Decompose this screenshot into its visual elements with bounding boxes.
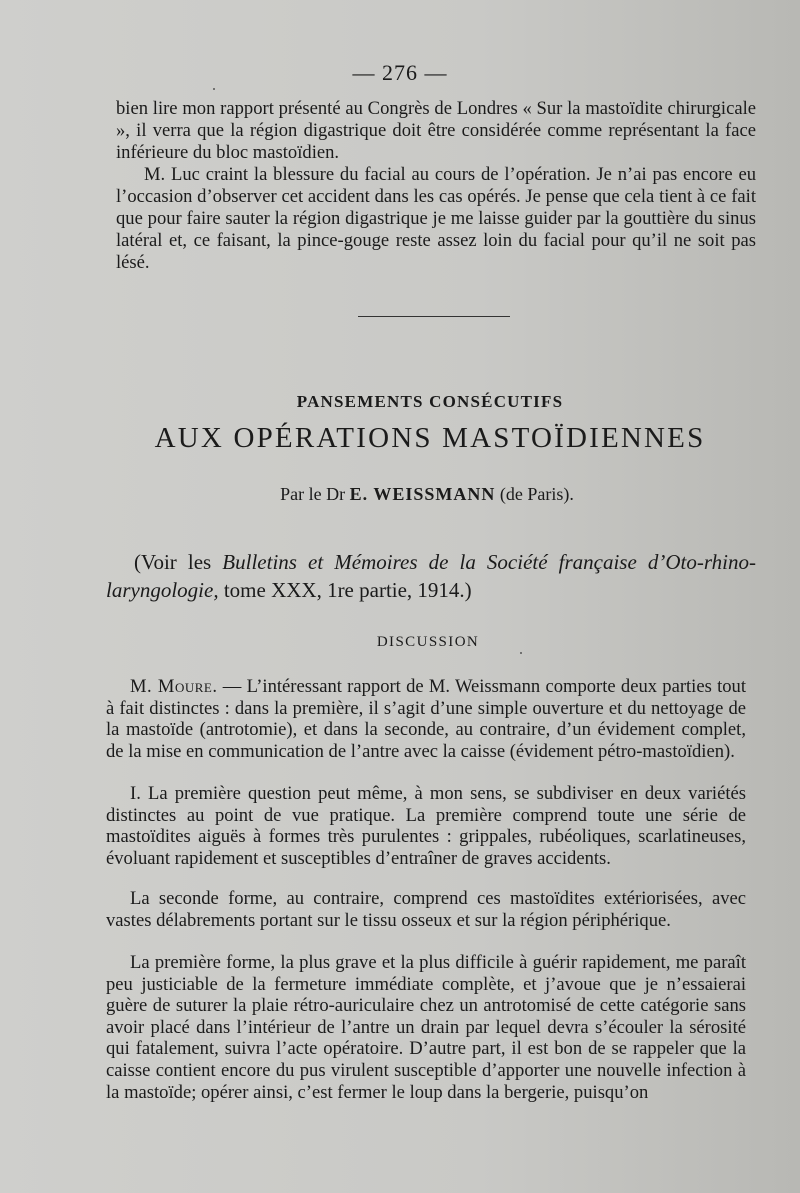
author-origin: (de Paris).	[499, 484, 574, 504]
article-title-line-2: AUX OPÉRATIONS MASTOÏDIENNES	[154, 422, 706, 454]
discussion-paragraph-1	[106, 676, 746, 762]
byline	[0, 484, 800, 505]
intro-paragraph-2: M. Luc craint la blessure du facial au cours de l’opération. Je n’ai pas encore eu l’occasion d’observer cet accident dans les cas opérés. Je pense que cela tient à ce fait que pour faire sauter la région digastrique je me laisse guider par la gouttière du sinus latéral et, ce faisant, la pince-gouge reste assez loin du facial pour qu’il ne soit pas lésé.	[116, 164, 756, 273]
byline-prefix: Par le Dr	[280, 484, 346, 504]
reference-journal: Bulletins et Mémoires de la Société française d’Oto-rhino-laryngologie,	[106, 550, 756, 602]
discussion-paragraph-2: I. La première question peut même, à mon sens, se subdiviser en deux variétés distinctes au point de vue pratique. La première comprend toute une série de mastoïdites aiguës à formes très purulentes : grippales, rubéoliques, scarlatineuses, évoluant rapidement et susceptibles d’entraîner de graves accidents.	[106, 783, 746, 869]
author-name: E. WEISSMANN	[349, 484, 496, 504]
print-speck	[520, 652, 522, 654]
reference-open: (Voir les	[134, 550, 223, 574]
discussion-paragraph-4: La première forme, la plus grave et la plus difficile à guérir rapidement, me paraît peu justiciable de la fermeture immédiate complète, et j’avoue que je n’essaierai guère de suturer la plaie rétro-auriculaire chez un antrotomisé de cette catégorie sans avoir placé dans l’intérieur de l’antre un drain par lequel devra s’écouler la sérosité qui fatalement, suivra l’acte opératoire. D’autre part, il est bon de se rappeler que la caisse contient encore du pus virulent susceptible d’apporter une nouvelle infection à la mastoïde; opérer ainsi, c’est fermer le loup dans la bergerie, puisqu’on	[106, 952, 746, 1103]
intro-paragraph-1: bien lire mon rapport présenté au Congrès de Londres « Sur la mastoïdite chirurgicale », il verra que la région digastrique doit être considérée comme représentant la face inférieure du bloc mastoïdien.	[116, 98, 756, 163]
speaker-name: M. Moure.	[130, 676, 218, 697]
article-title-line-1: PANSEMENTS CONSÉCUTIFS	[296, 392, 564, 411]
page-number: — 276 —	[352, 60, 448, 85]
discussion-heading: DISCUSSION	[376, 634, 480, 650]
section-divider	[358, 316, 510, 317]
reference-details: tome XXX, 1re partie, 1914.)	[218, 578, 472, 602]
discussion-paragraph-3: La seconde forme, au contraire, comprend ces mastoïdites extériorisées, avec vastes délabrements portant sur le tissu osseux et sur la région périphérique.	[106, 888, 746, 931]
print-speck	[213, 88, 215, 90]
discussion-text-1: — L’intéressant rapport de M. Weissmann comporte deux parties tout à fait distinctes : dans la première, il s’agit d’une simple ouverture et du nettoyage de la mastoïde (antrotomie), et dans la seconde, au contraire, d’un évidement complet, de la mise en communication de l’antre avec la caisse (évidement pétro-mastoïdien).	[106, 676, 746, 762]
reference-note	[106, 548, 756, 604]
